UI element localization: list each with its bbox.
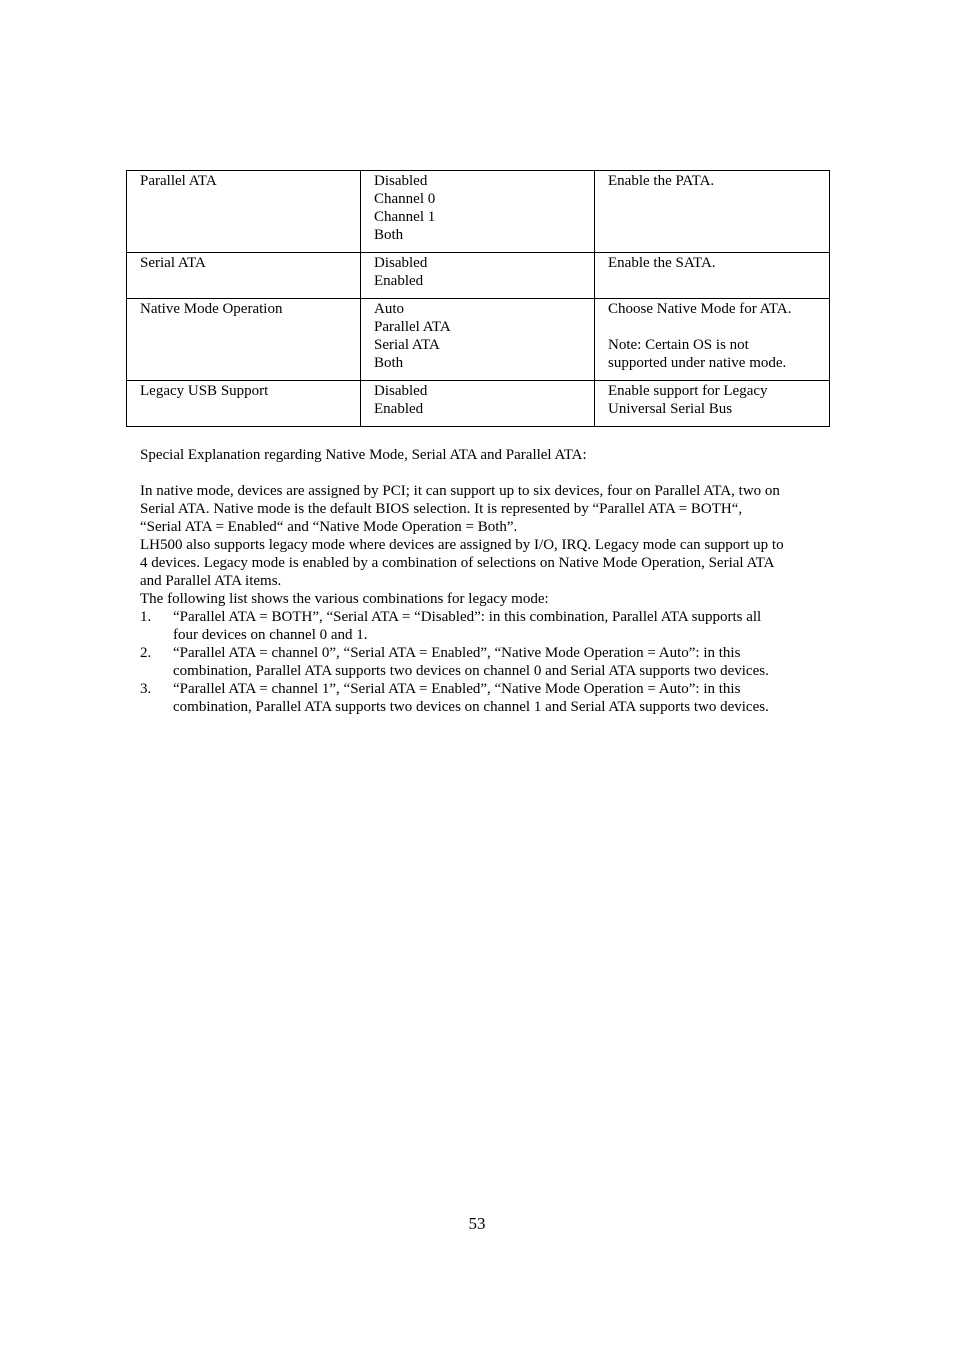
table-row — [127, 299, 830, 381]
paragraph-line: 4 devices. Legacy mode is enabled by a combination of selections on Native Mode Operation, Serial ATA — [140, 555, 775, 571]
setting-description-cell: Choose Native Mode for ATA. Note: Certain OS is not supported under native mode. — [595, 299, 830, 381]
setting-options-cell — [361, 253, 595, 299]
paragraph-line: In native mode, devices are assigned by PCI; it can support up to six devices, four on Parallel ATA, two on — [140, 483, 780, 499]
option-value: Parallel ATA — [374, 319, 451, 335]
paragraph-line: “Serial ATA = Enabled“ and “Native Mode Operation = Both”. — [140, 519, 518, 535]
option-value: Channel 1 — [374, 209, 436, 225]
setting-options-cell — [361, 171, 595, 253]
table-row — [127, 381, 830, 427]
option-value: Both — [374, 227, 404, 243]
setting-name-cell: Parallel ATA — [127, 171, 361, 253]
setting-name-cell: Legacy USB Support — [127, 381, 361, 427]
paragraph-line: Serial ATA. Native mode is the default BIOS selection. It is represented by “Parallel ATA = BOTH“, — [140, 501, 743, 517]
list-number: 2. — [140, 645, 152, 661]
setting-name-cell: Native Mode Operation — [127, 299, 361, 381]
paragraph-line: and Parallel ATA items. — [140, 573, 282, 589]
option-value: Both — [374, 355, 404, 371]
list-item: 2. “Parallel ATA = channel 0”, “Serial ATA = Enabled”, “Native Mode Operation = Auto”: in this combination, Parallel ATA supports two devices on channel 0 and Serial ATA supports two devices. — [140, 645, 769, 679]
option-value: Auto — [374, 301, 404, 317]
list-item: 3. “Parallel ATA = channel 1”, “Serial ATA = Enabled”, “Native Mode Operation = Auto”: in this combination, Parallel ATA supports two devices on channel 1 and Serial ATA supports two devices. — [140, 681, 769, 715]
explanation-body — [140, 482, 820, 716]
option-value: Enabled — [374, 401, 424, 417]
list-number: 3. — [140, 681, 152, 697]
option-value: Enabled — [374, 273, 424, 289]
settings-table — [126, 170, 830, 427]
option-value: Disabled — [374, 173, 428, 189]
explanation-heading: Special Explanation regarding Native Mode, Serial ATA and Parallel ATA: — [140, 447, 587, 463]
option-value: Disabled — [374, 255, 428, 271]
list-item: 1. “Parallel ATA = BOTH”, “Serial ATA = “Disabled”: in this combination, Parallel ATA supports all four devices on channel 0 and 1. — [140, 609, 762, 643]
setting-description-cell: Enable the PATA. — [595, 171, 830, 253]
setting-options-cell — [361, 381, 595, 427]
page-number: 53 — [468, 1214, 486, 1233]
option-value: Disabled — [374, 383, 428, 399]
table-row — [127, 253, 830, 299]
option-value: Serial ATA — [374, 337, 440, 353]
paragraph-line: The following list shows the various combinations for legacy mode: — [140, 591, 549, 607]
setting-options-cell — [361, 299, 595, 381]
setting-description-cell: Enable support for Legacy Universal Serial Bus — [595, 381, 830, 427]
table-row — [127, 171, 830, 253]
list-number: 1. — [140, 609, 152, 625]
option-value: Channel 0 — [374, 191, 436, 207]
paragraph-line: LH500 also supports legacy mode where devices are assigned by I/O, IRQ. Legacy mode can support up to — [140, 537, 784, 553]
setting-description-cell: Enable the SATA. — [595, 253, 830, 299]
setting-name-cell: Serial ATA — [127, 253, 361, 299]
